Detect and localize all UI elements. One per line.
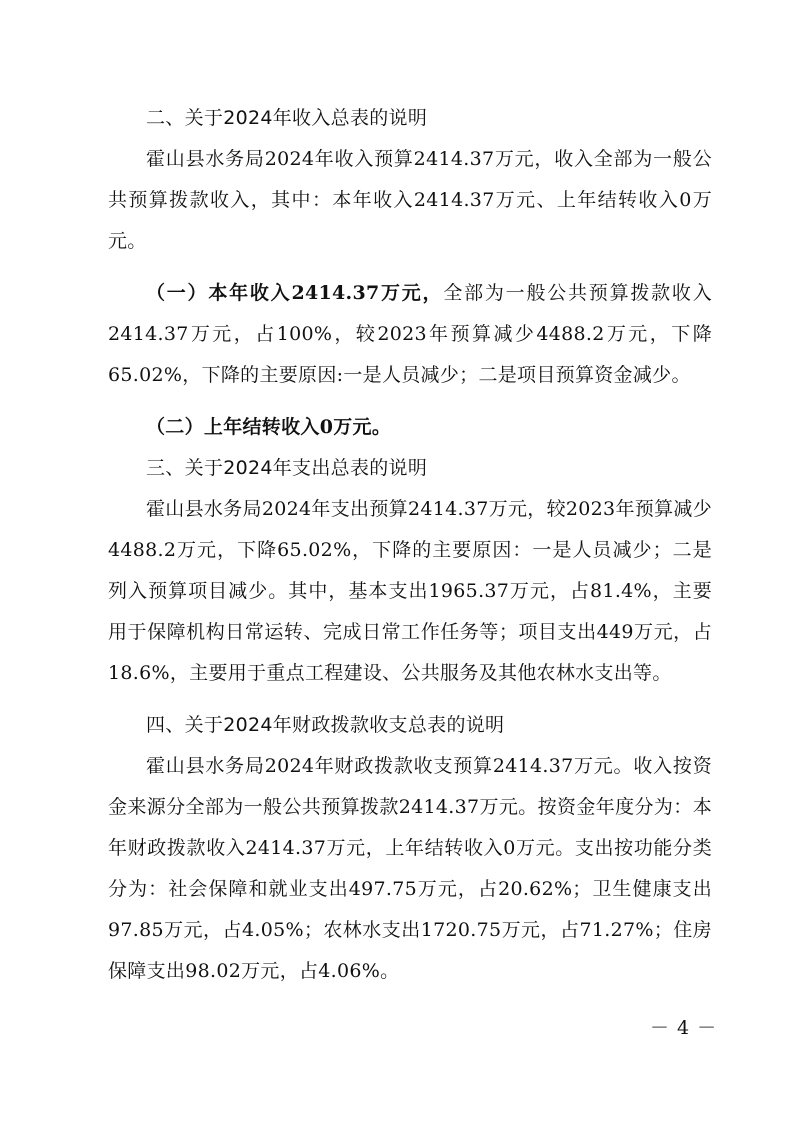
paragraph-income-summary: 霍山县水务局2024年收入预算2414.37万元，收入全部为一般公共预算拨款收入，其中：本年收入2414.37万元、上年结转收入0万元。 — [108, 148, 712, 252]
page-number: － 4 － — [650, 1017, 718, 1039]
subheading-current-year-income: （一）本年收入2414.37万元， — [146, 282, 444, 304]
paragraph-expenditure-summary: 霍山县水务局2024年支出预算2414.37万元，较2023年预算减少4488.2万元，下降65.02%，下降的主要原因：一是人员减少；二是列入预算项目减少。其中，基本支出1965.37万元，占81.4%，主要用于保障机构日常运转、完成日常工作任务等；项目支出449万元，占18.6%，主要用于重点工程建设、公共服务及其他农林水支出等。 — [108, 498, 712, 684]
subheading-prior-year-carryover: （二）上年结转收入0万元。 — [146, 416, 392, 438]
section-heading-fiscal-allocation-summary: 四、关于2024年财政拨款收支总表的说明 — [146, 714, 505, 736]
section-heading-income-summary: 二、关于2024年收入总表的说明 — [146, 107, 428, 129]
paragraph-fiscal-allocation-summary: 霍山县水务局2024年财政拨款收支预算2414.37万元。收入按资金来源分全部为一般公共预算拨款2414.37万元。按资金年度分为：本年财政拨款收入2414.37万元，上年结转收入0万元。支出按功能分类分为：社会保障和就业支出497.75万元，占20.62%；卫生健康支出97.85万元，占4.05%；农林水支出1720.75万元，占71.27%；住房保障支出98.02万元，占4.06%。 — [108, 755, 712, 982]
text-current-year-income: 全部为一般公共预算拨款收入2414.37万元，占100%，较2023年预算减少4488.2万元，下降65.02%，下降的主要原因:一是人员减少；二是项目预算资金减少。 — [108, 282, 712, 386]
document-page — [108, 98, 712, 992]
paragraph-current-year-income — [108, 273, 712, 396]
section-heading-expenditure-summary: 三、关于2024年支出总表的说明 — [146, 457, 428, 479]
